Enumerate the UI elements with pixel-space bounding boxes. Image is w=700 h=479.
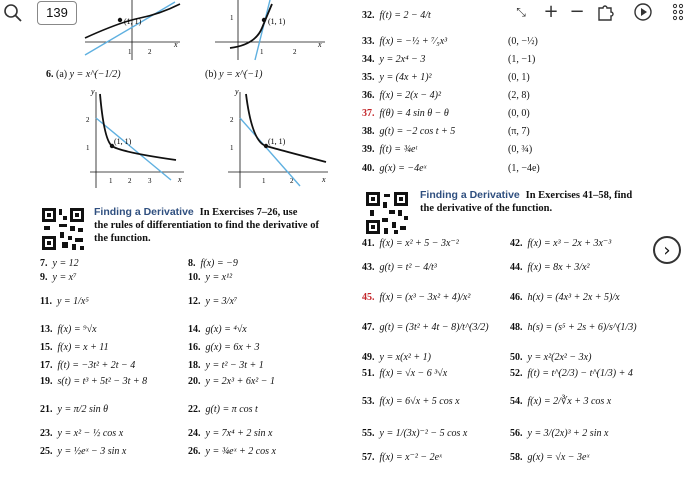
exercise-point: (0, 1) — [508, 72, 530, 83]
exercise-number: 46. — [510, 292, 523, 303]
exercise-number: 19. — [40, 376, 53, 387]
exercise-item — [362, 90, 441, 102]
exercise-number: 14. — [188, 324, 201, 335]
exercise-item — [362, 352, 431, 364]
exercise-item — [188, 376, 275, 388]
exercise-item — [510, 452, 589, 464]
exercise-function: f(x) = (x³ − 3x² + 4)/x² — [379, 292, 471, 303]
exercise-function: y = 2x³ + 6x² − 1 — [205, 376, 276, 387]
exercise-item — [40, 376, 147, 388]
exercise-6-a: 6. (a) y = x^(−1/2) — [46, 69, 121, 80]
exercise-point: (1, −4e) — [508, 163, 540, 174]
exercise-function: y = 2x⁴ − 3 — [379, 54, 426, 65]
exercise-item — [40, 446, 126, 458]
qr-code-icon[interactable] — [364, 190, 410, 236]
tick-label: 1 — [230, 144, 234, 152]
section-title: Finding a Derivative — [420, 189, 520, 201]
exercise-number: 57. — [362, 452, 375, 463]
exercise-number: 10. — [188, 272, 201, 283]
exercise-item — [40, 324, 97, 336]
exercise-item — [510, 396, 611, 408]
exercise-item — [188, 258, 238, 270]
exercise-function: f(t) = −3t² + 2t − 4 — [57, 360, 136, 371]
exercise-item — [362, 108, 449, 120]
more-icon[interactable] — [668, 2, 688, 22]
exercise-number: 45. — [362, 292, 375, 303]
x-axis-label: x — [178, 175, 182, 184]
exercise-function: f(x) = 6√x + 5 cos x — [379, 396, 460, 407]
exercise-number: 22. — [188, 404, 201, 415]
section-header-7-26: Finding a Derivative In Exercises 7–26, use the rules of differentiation to find the derivative of the function. — [94, 206, 319, 244]
exercise-number: 47. — [362, 322, 375, 333]
point-label: (1, 1) — [268, 137, 286, 146]
exercise-item — [362, 428, 467, 440]
tick-label: 3 — [148, 177, 152, 185]
exercise-6-b: (b) y = x^(−1) — [205, 69, 263, 80]
x-axis-label: x — [174, 40, 178, 49]
exercise-function: h(x) = (4x³ + 2x + 5)/x — [527, 292, 620, 303]
tick-label: 2 — [128, 177, 132, 185]
exercise-function: y = x(x² + 1) — [379, 352, 431, 363]
exercise-number: 37. — [362, 108, 375, 119]
exercise-number: 39. — [362, 144, 375, 155]
exercise-item — [40, 404, 108, 416]
exercise-number: 49. — [362, 352, 375, 363]
exercise-item — [188, 446, 276, 458]
exercise-function: f(x) = ⁹√x — [57, 324, 97, 335]
tangent-point — [262, 18, 266, 22]
exercise-function: y = 1/(3x)⁻² − 5 cos x — [379, 428, 468, 439]
exercise-item — [510, 238, 611, 250]
exercise-function: y = x⁷ — [52, 272, 77, 283]
exercise-item — [510, 292, 620, 304]
exercise-point: (0, 0) — [508, 108, 530, 119]
exercise-item — [188, 324, 247, 336]
exercise-number: 54. — [510, 396, 523, 407]
point-label: (1, 1) — [124, 17, 142, 26]
exercise-number: 13. — [40, 324, 53, 335]
tick-label: 2 — [230, 116, 234, 124]
exercise-number: 58. — [510, 452, 523, 463]
exercise-number: 42. — [510, 238, 523, 249]
exercise-number: 8. — [188, 258, 196, 269]
exercise-function: f(x) = x + 11 — [57, 342, 109, 353]
tangent-line — [96, 118, 171, 180]
add-icon[interactable]: + — [543, 1, 559, 22]
exercise-item — [40, 296, 89, 308]
exercise-item — [188, 404, 258, 416]
exercise-item — [40, 342, 109, 354]
exercise-function: f(x) = −½ + ⁷⁄₅x³ — [379, 36, 448, 47]
exercise-point: (0, ¾) — [508, 144, 533, 155]
exercise-item — [362, 292, 470, 304]
tick-label: 2 — [86, 116, 90, 124]
tick-label: 1 — [109, 177, 113, 185]
exercise-item — [510, 352, 591, 364]
exercise-function: f(x) = √x − 6 ³√x — [379, 368, 448, 379]
exercise-number: 53. — [362, 396, 375, 407]
point-label: (1, 1) — [114, 137, 132, 146]
exercise-number: 48. — [510, 322, 523, 333]
next-page-button[interactable]: › — [653, 236, 681, 264]
exercise-number: 24. — [188, 428, 201, 439]
section-header-41-58: Finding a Derivative In Exercises 41–58, find the derivative of the function. — [420, 189, 633, 214]
x-axis-label: x — [322, 175, 326, 184]
exercise-function: h(s) = (s⁵ + 2s + 6)/s^(1/3) — [527, 322, 637, 333]
exercise-function: f(x) = −9 — [200, 258, 238, 269]
exercise-number: 51. — [362, 368, 375, 379]
graph-6b — [220, 88, 332, 196]
exercise-number: 11. — [40, 296, 52, 307]
exercise-number: 32. — [362, 10, 375, 21]
exercise-function: f(x) = 2/∛x + 3 cos x — [527, 396, 612, 407]
exercise-number: 38. — [362, 126, 375, 137]
exercise-number: 41. — [362, 238, 375, 249]
exercise-number: 52. — [510, 368, 523, 379]
exercise-function: f(x) = x³ − 2x + 3x⁻³ — [527, 238, 612, 249]
exercise-function: g(t) = π cos t — [205, 404, 258, 415]
exercise-function: y = (4x + 1)² — [379, 72, 432, 83]
tick-label: 1 — [230, 14, 234, 22]
viewer-top-left — [0, 0, 90, 26]
exercise-function: y = ½eˣ − 3 sin x — [57, 446, 127, 457]
exercise-number: 55. — [362, 428, 375, 439]
exercise-function: f(x) = x⁻² − 2eˣ — [379, 452, 442, 463]
exercise-number: 50. — [510, 352, 523, 363]
tick-label: 1 — [262, 177, 266, 185]
exercise-number: 23. — [40, 428, 53, 439]
y-axis-label: y — [91, 88, 95, 96]
exercise-number: 40. — [362, 163, 375, 174]
page-number-field[interactable]: 139 — [37, 1, 77, 25]
tangent-point — [118, 18, 122, 22]
search-icon[interactable] — [2, 2, 24, 24]
exercise-function: g(t) = (3t² + 4t − 8)/t^(3/2) — [379, 322, 489, 333]
exercise-item — [40, 258, 79, 270]
x-axis-label: x — [318, 40, 322, 49]
exercise-function: f(t) = t^(2/3) − t^(1/3) + 4 — [527, 368, 633, 379]
exercise-item — [362, 10, 431, 22]
point-label: (1, 1) — [268, 17, 286, 26]
exercise-number: 9. — [40, 272, 48, 283]
exercise-item — [510, 322, 637, 334]
tick-label: 2 — [293, 48, 297, 56]
exercise-number: 43. — [362, 262, 375, 273]
exercise-item — [188, 342, 260, 354]
exercise-function: f(t) = ¾eᵗ — [379, 144, 418, 155]
exercise-function: y = 3/x⁷ — [205, 296, 238, 307]
exercise-item — [362, 368, 447, 380]
exercise-item — [40, 360, 135, 372]
exercise-point: (1, −1) — [508, 54, 536, 65]
section-title: Finding a Derivative — [94, 206, 194, 218]
exercise-function: y = 7x⁴ + 2 sin x — [205, 428, 273, 439]
exercise-number: 16. — [188, 342, 201, 353]
graph-top-left — [80, 0, 190, 62]
puzzle-icon[interactable] — [593, 2, 617, 22]
tick-label: 1 — [86, 144, 90, 152]
exercise-function: y = x²(2x² − 3x) — [527, 352, 592, 363]
exercise-function: g(x) = √x − 3eˣ — [527, 452, 590, 463]
exercise-item — [40, 272, 77, 284]
exercise-item — [362, 238, 459, 250]
exercise-number: 25. — [40, 446, 53, 457]
exercise-number: 12. — [188, 296, 201, 307]
exercise-number: 34. — [362, 54, 375, 65]
curve — [100, 94, 176, 160]
exercise-number: 17. — [40, 360, 53, 371]
exercise-function: y = 1/x⁵ — [56, 296, 89, 307]
exercise-point: (π, 7) — [508, 126, 530, 137]
tick-label: 1 — [260, 48, 264, 56]
exercise-item — [188, 296, 237, 308]
exercise-point: (2, 8) — [508, 90, 530, 101]
exercise-function: y = π/2 sin θ — [57, 404, 109, 415]
exercise-function: g(t) = −2 cos t + 5 — [379, 126, 456, 137]
play-icon[interactable] — [631, 2, 655, 22]
exercise-item — [510, 368, 633, 380]
exercise-number: 20. — [188, 376, 201, 387]
exercise-item — [362, 54, 425, 66]
exercise-item — [510, 428, 608, 440]
graph-top-right — [200, 0, 330, 62]
exercise-item — [188, 428, 272, 440]
exercise-item — [362, 163, 426, 175]
exercise-number: 7. — [40, 258, 48, 269]
qr-code-icon[interactable] — [40, 206, 86, 252]
exercise-number: 35. — [362, 72, 375, 83]
exercise-point: (0, −½) — [508, 36, 538, 47]
exercise-function: f(x) = x² + 5 − 3x⁻² — [379, 238, 459, 249]
exercise-item — [362, 36, 447, 48]
tick-label: 2 — [148, 48, 152, 56]
exercise-item — [362, 126, 455, 138]
exercise-function: f(θ) = 4 sin θ − θ — [379, 108, 449, 119]
exercise-function: g(x) = −4eˣ — [379, 163, 427, 174]
exercise-function: y = t² − 3t + 1 — [205, 360, 264, 371]
exercise-item — [40, 428, 123, 440]
minus-icon[interactable]: − — [569, 1, 585, 22]
exercise-number: 26. — [188, 446, 201, 457]
exercise-function: y = x² − ½ cos x — [57, 428, 124, 439]
exercise-number: 15. — [40, 342, 53, 353]
exercise-item — [362, 72, 432, 84]
exercise-function: y = 12 — [52, 258, 79, 269]
exercise-item — [362, 452, 442, 464]
exercise-function: f(x) = 2(x − 4)² — [379, 90, 441, 101]
exercise-function: g(t) = t² − 4/t³ — [379, 262, 437, 273]
exercise-item — [362, 262, 437, 274]
exercise-item — [362, 144, 417, 156]
exercise-number: 33. — [362, 36, 375, 47]
viewer-toolbar — [508, 0, 700, 24]
exercise-function: y = x¹² — [205, 272, 233, 283]
y-axis-label: y — [235, 88, 239, 96]
exercise-function: f(x) = 8x + 3/x² — [527, 262, 590, 273]
exercise-function: g(x) = 6x + 3 — [205, 342, 260, 353]
exercise-function: y = ¾eˣ + 2 cos x — [205, 446, 276, 457]
collapse-icon[interactable]: ⤡ — [516, 5, 526, 19]
exercise-number: 56. — [510, 428, 523, 439]
exercise-item — [362, 322, 489, 334]
graph-6a — [76, 88, 188, 196]
curve — [230, 4, 272, 48]
exercise-item — [188, 360, 264, 372]
tick-label: 2 — [290, 177, 294, 185]
exercise-item — [362, 396, 460, 408]
exercise-number: 18. — [188, 360, 201, 371]
exercise-number: 21. — [40, 404, 53, 415]
exercise-item — [188, 272, 232, 284]
exercise-function: g(x) = ⁴√x — [205, 324, 247, 335]
curve — [246, 94, 326, 162]
exercise-number: 36. — [362, 90, 375, 101]
exercise-item — [510, 262, 590, 274]
exercise-function: f(t) = 2 − 4/t — [379, 10, 431, 21]
exercise-function: y = 3/(2x)³ + 2 sin x — [527, 428, 609, 439]
exercise-number: 44. — [510, 262, 523, 273]
exercise-function: s(t) = t³ + 5t² − 3t + 8 — [57, 376, 148, 387]
tick-label: 1 — [128, 48, 132, 56]
